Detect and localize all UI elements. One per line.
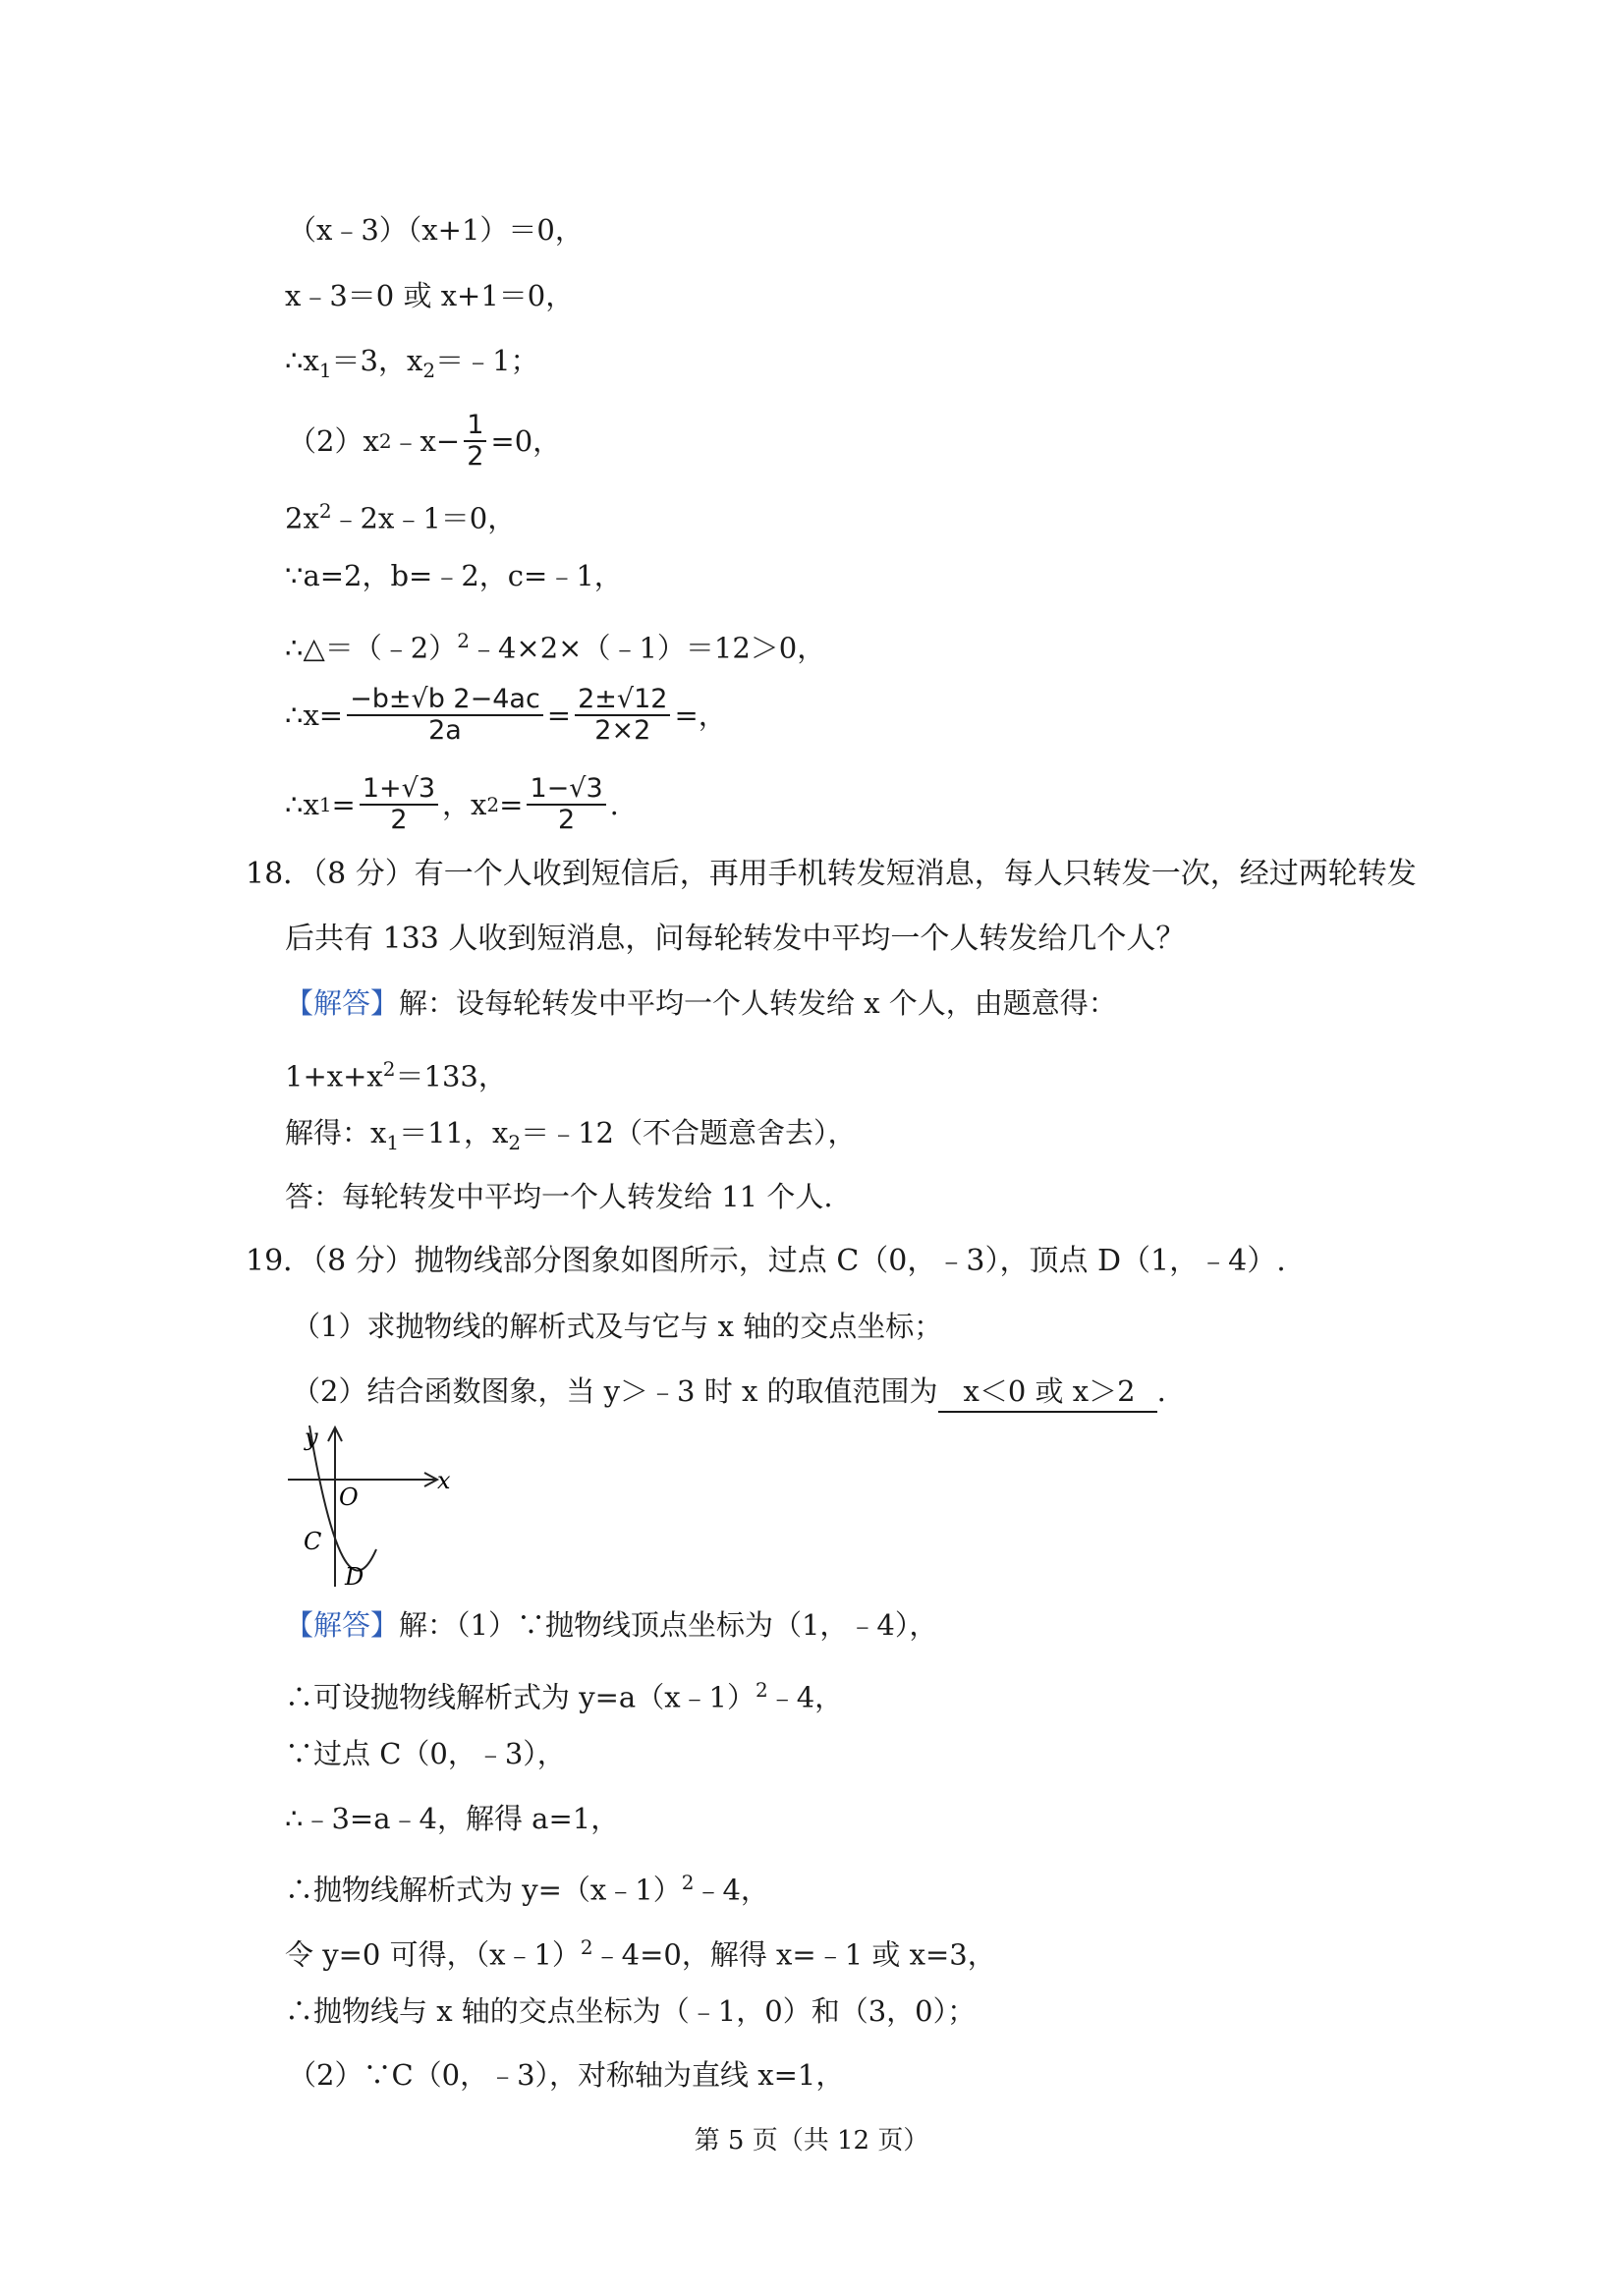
- answer-19-line-6: 令 y=0 可得，（x﹣1）$^2$﹣4=0，解得 x=﹣1 或 x=3，: [285, 1935, 996, 1972]
- roots-line: ∴x 1 = $\frac{1+√3}{2}$ ，x 2 = $\frac{1-√3}{2}$ .: [285, 773, 619, 835]
- question-18-line-1: 18．（8 分）有一个人收到短信后，再用手机转发短消息，每人只转发一次，经过两轮转发: [246, 857, 1417, 891]
- page-footer: 第 5 页（共 12 页）: [694, 2126, 929, 2156]
- answer-19-line-8: （2）∵C（0，﹣3），对称轴为直线 x=1，: [288, 2058, 845, 2092]
- question-19-part-1: （1）求抛物线的解析式及与它与 x 轴的交点坐标；: [292, 1310, 943, 1343]
- fraction-substituted: $\frac{2\pm√12}{2\times 2}$: [575, 685, 670, 746]
- question-19-part-2: （2）结合函数图象，当 y＞﹣3 时 x 的取值范围为 x＜0 或 x＞2 .: [292, 1372, 1166, 1413]
- answer-18-solution: 解得：$x_1=11$，$x_2=﹣12$（不合题意舍去），: [285, 1116, 857, 1154]
- question-18-line-2: 后共有 133 人收到短消息，问每轮转发中平均一个人转发给几个人？: [285, 922, 1186, 956]
- answer-tag: 【解答】: [285, 1608, 400, 1642]
- answer-19-line-3: ∵过点 C（0，﹣3），: [285, 1737, 566, 1770]
- origin-label: O: [339, 1484, 359, 1511]
- eq-line-2: x﹣3＝0 或 x+1＝0，: [285, 279, 575, 312]
- eq-line-3: $\therefore x_1=3$，$x_2=﹣1$；: [285, 344, 539, 382]
- fraction-root-2: $\frac{1-√3}{2}$: [527, 774, 605, 835]
- answer-tag: 【解答】: [285, 986, 400, 1020]
- answer-19-intro: 【解答】解：（1）∵抛物线顶点坐标为（1，﹣4），: [285, 1608, 938, 1642]
- fraction-half: $\frac{1}{2}$: [464, 411, 486, 472]
- eq-line-7: ∴△＝（﹣2）$^2$﹣4×2×（﹣1）＝12＞0，: [285, 629, 826, 665]
- answer-19-line-5: ∴抛物线解析式为 y=（x﹣1）$^2$﹣4，: [285, 1871, 769, 1907]
- eq-line-6: ∵a=2，b=﹣2，c=﹣1，: [285, 559, 623, 592]
- answer-18-conclusion: 答：每轮转发中平均一个人转发给 11 个人.: [285, 1180, 833, 1213]
- fraction-quadratic-formula: $\frac{-b\pm√b 2-4ac}{2a}$: [347, 685, 543, 746]
- quadratic-formula-line: ∴x= $\frac{-b\pm√b 2-4ac}{2a}$ = $\frac{2\pm√12}{2\times 2}$ =，: [285, 684, 727, 746]
- y-axis-label: y: [305, 1424, 318, 1451]
- answer-19-line-4: ∴﹣3=a﹣4，解得 a=1，: [285, 1802, 620, 1835]
- point-c-label: C: [304, 1528, 322, 1555]
- eq-line-1: （x﹣3）（x+1）＝0，: [288, 213, 584, 247]
- eq-line-5: $2x^2﹣2x﹣1=0$，: [285, 499, 517, 535]
- question-19: 19．（8 分）抛物线部分图象如图所示，过点 C（0，﹣3），顶点 D（1，﹣4）.: [246, 1244, 1286, 1278]
- eq-line-4: （2）x 2 ﹣x− $\frac{1}{2}$ =0，: [288, 410, 562, 472]
- answer-18-intro: 【解答】解：设每轮转发中平均一个人转发给 x 个人，由题意得：: [285, 986, 1117, 1020]
- answer-19-line-2: ∴可设抛物线解析式为 y=a（x﹣1）$^2$﹣4，: [285, 1678, 844, 1714]
- point-d-label: D: [345, 1563, 364, 1591]
- fraction-root-1: $\frac{1+√3}{2}$: [360, 774, 438, 835]
- x-axis-label: x: [437, 1467, 451, 1494]
- answer-blank: x＜0 或 x＞2: [938, 1372, 1157, 1413]
- parabola-figure: [280, 1420, 467, 1596]
- answer-18-equation: $1+x+x^2=133$，: [285, 1057, 507, 1093]
- answer-19-line-7: ∴抛物线与 x 轴的交点坐标为（﹣1，0）和（3，0）；: [285, 1994, 977, 2028]
